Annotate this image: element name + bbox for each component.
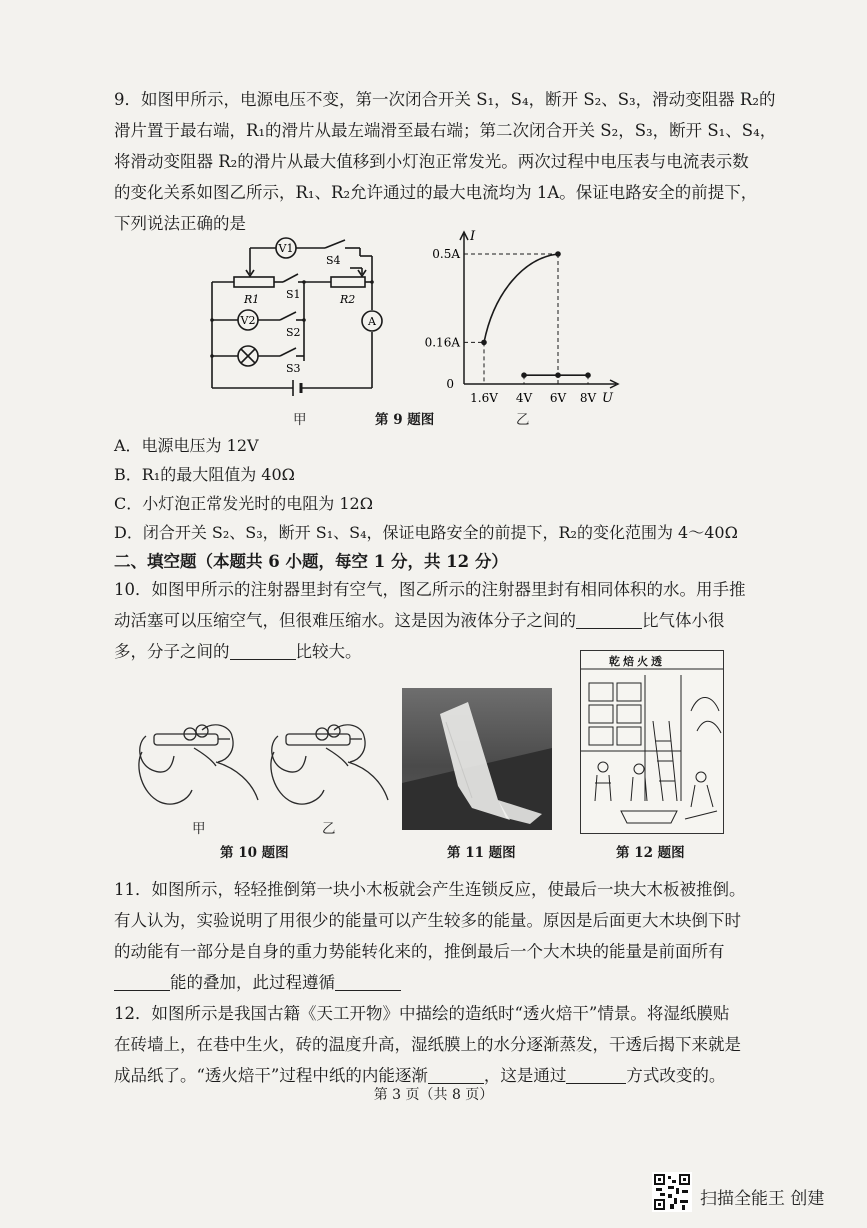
question-9-stem	[114, 84, 777, 239]
fig10-jia-label: 甲	[192, 821, 206, 837]
camscanner-watermark: 扫描全能王 创建	[700, 1189, 825, 1209]
fig11-caption: 第 11 题图	[447, 845, 516, 861]
data-point-2	[521, 372, 527, 378]
iu-graph-yi	[420, 226, 630, 406]
q12-line-3-text: 成品纸了。“透火焙干”过程中纸的内能逐渐	[114, 1066, 428, 1085]
fig9-jia-label: 甲	[293, 412, 307, 428]
s3-label: S3	[286, 362, 301, 375]
fig11-photo	[402, 688, 552, 830]
q10-blank-2[interactable]	[230, 641, 296, 660]
s2-label: S2	[286, 326, 301, 339]
option-b: B．R₁的最大阻值为 40Ω	[114, 465, 295, 484]
q12-line-3-mid: ，这是通过	[483, 1066, 567, 1085]
q11-blank-2[interactable]	[335, 972, 401, 991]
v1-meter-label: V1	[278, 242, 294, 255]
q11-line-2: 有人认为，实验说明了用很少的能量可以产生较多的能量。原因是后面更大木块倒下时	[114, 911, 741, 930]
q12-blank-1[interactable]	[428, 1065, 484, 1084]
option-c: C．小灯泡正常发光时的电阻为 12Ω	[114, 494, 373, 513]
q10-line-2	[114, 605, 754, 636]
fig10-syringe-illustration	[132, 704, 392, 814]
v2-meter-label: V2	[240, 314, 256, 327]
q12-blank-2[interactable]	[566, 1065, 626, 1084]
origin-label: 0	[446, 377, 454, 391]
q11-line-1: 11．如图所示，轻轻推倒第一块小木板就会产生连锁反应，使最后一块大木板被推倒。	[114, 880, 746, 899]
fig12-caption: 第 12 题图	[616, 845, 685, 861]
y-axis-label: I	[470, 229, 476, 244]
q11-line-4-text: 能的叠加，此过程遵循	[170, 973, 335, 992]
fig10-yi-label: 乙	[322, 821, 336, 837]
y-tick-1: 0.5A	[432, 247, 460, 261]
q9-line-2: 滑片置于最右端，R₁的滑片从最左端滑至最右端；第二次闭合开关 S₂，S₃，断开 S₁、S₄，	[114, 121, 777, 140]
fig10-caption: 第 10 题图	[220, 845, 289, 861]
question-12	[114, 998, 754, 1091]
page-footer: 第 3 页（共 8 页）	[373, 1087, 494, 1103]
fig12-illustration	[580, 650, 724, 834]
section-2-heading: 二、填空题（本题共 6 小题，每空 1 分，共 12 分）	[114, 552, 508, 571]
q10-line-3-text: 多，分子之间的	[114, 642, 230, 661]
q10-line-1: 10．如图甲所示的注射器里封有空气，图乙所示的注射器里封有相同体积的水。用手推	[114, 580, 746, 599]
x-tick-3: 8V	[579, 391, 597, 405]
option-a: A．电源电压为 12V	[114, 436, 259, 455]
q9-line-3: 将滑动变阻器 R₂的滑片从最大值移到小灯泡正常发光。两次过程中电压表与电流表示数	[114, 152, 749, 171]
q12-line-3-tail: 方式改变的。	[626, 1066, 726, 1085]
q10-line-2-text: 动活塞可以压缩空气，但很难压缩水。这是因为液体分子之间的	[114, 611, 576, 630]
data-point-1	[555, 251, 561, 257]
s1-label: S1	[286, 288, 301, 301]
q9-line-1: 9．如图甲所示，电源电压不变，第一次闭合开关 S₁，S₄，断开 S₂、S₃，滑动变阻器 R₂的	[114, 90, 776, 109]
fig11-falling-boards-icon	[402, 688, 552, 830]
q9-line-4: 的变化关系如图乙所示，R₁、R₂允许通过的最大电流均为 1A。保证电路安全的前提下，	[114, 183, 758, 202]
option-d: D．闭合开关 S₂、S₃，断开 S₁、S₄，保证电路安全的前提下，R₂的变化范围为 4～40Ω	[114, 523, 738, 542]
curve-series	[484, 254, 558, 342]
q10-line-2-tail: 比气体小很	[642, 611, 725, 630]
x-tick-1: 4V	[515, 391, 533, 405]
fig9-yi-label: 乙	[516, 412, 530, 428]
r2-label: R2	[340, 293, 356, 306]
r1-label: R1	[244, 293, 260, 306]
x-axis-label: U	[602, 391, 613, 406]
fig12-papermaking-icon	[581, 651, 723, 833]
q12-line-2: 在砖墙上，在巷中生火，砖的温度升高，湿纸膜上的水分逐渐蒸发，干透后揭下来就是	[114, 1035, 741, 1054]
q11-line-3: 的动能有一部分是自身的重力势能转化来的，推倒最后一个大木块的能量是前面所有	[114, 942, 725, 961]
q10-line-3-tail: 比较大。	[295, 642, 362, 661]
data-point-0	[481, 340, 487, 346]
x-tick-2: 6V	[549, 391, 567, 405]
x-tick-0: 1.6V	[470, 391, 498, 405]
q12-line-1: 12．如图所示是我国古籍《天工开物》中描绘的造纸时“透火焙干”情景。将湿纸膜贴	[114, 1004, 730, 1023]
q10-blank-1[interactable]	[576, 610, 642, 629]
s4-label: S4	[326, 254, 341, 267]
data-point-3	[585, 372, 591, 378]
q11-line-4	[114, 967, 754, 998]
fig9-caption: 第 9 题图	[375, 412, 435, 428]
circuit-diagram-jia	[200, 228, 400, 398]
fig12-banner-text: 乾焙火透	[609, 655, 665, 668]
ammeter-label: A	[368, 315, 376, 328]
qr-code-icon	[652, 1172, 692, 1212]
q9-line-5: 下列说法正确的是	[114, 214, 246, 233]
y-tick-0: 0.16A	[424, 335, 460, 350]
data-point-4	[555, 372, 561, 378]
question-11	[114, 874, 754, 998]
q11-blank-1[interactable]	[114, 972, 170, 991]
